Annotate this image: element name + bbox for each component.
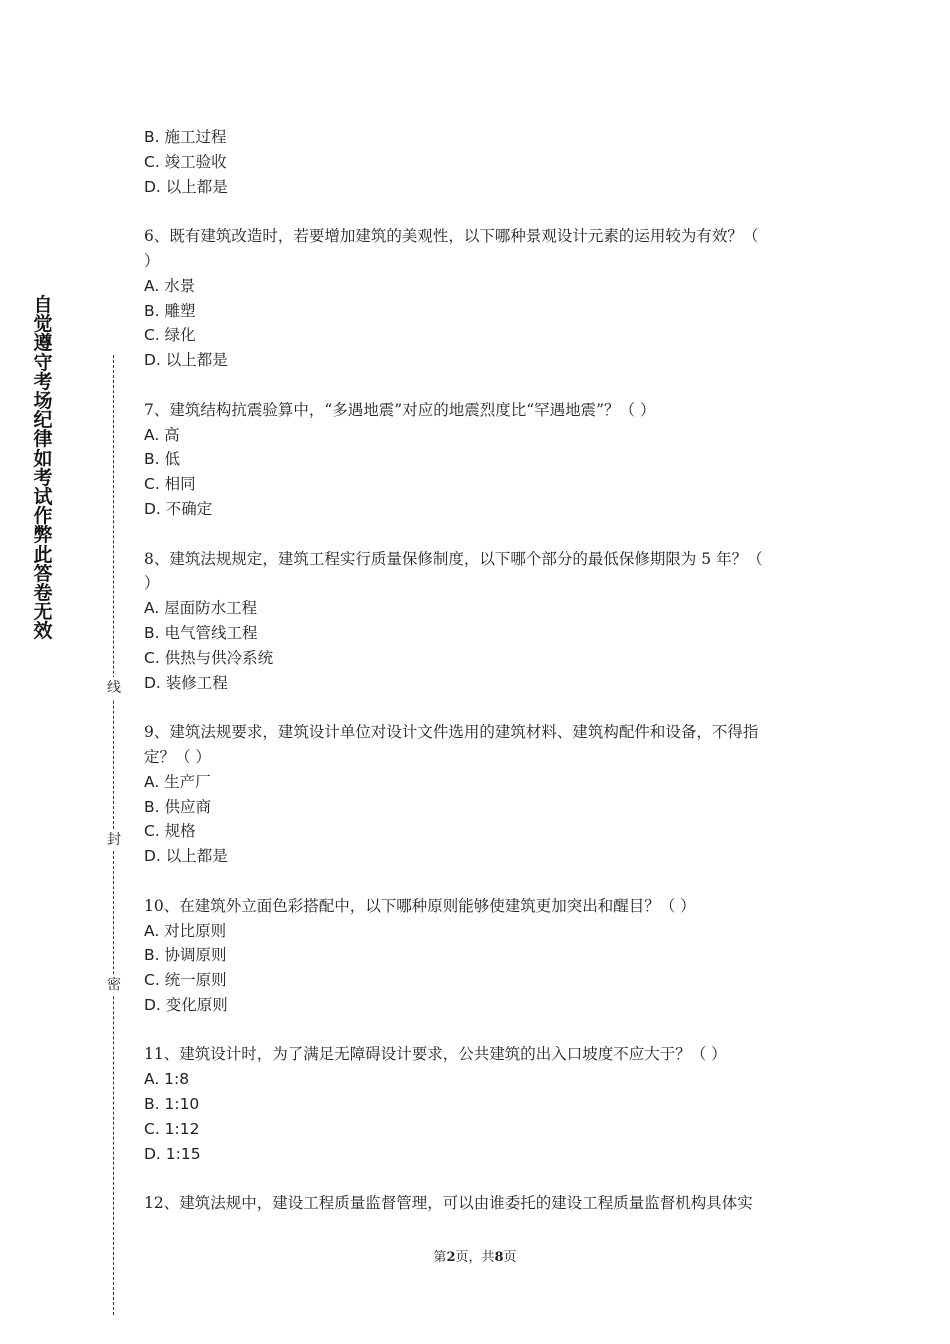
question-stem: 11、建筑设计时，为了满足无障碍设计要求，公共建筑的出入口坡度不应大于？（ ）	[144, 1045, 727, 1064]
option: B. 电气管线工程	[144, 623, 258, 642]
option: D. 以上都是	[144, 177, 228, 196]
footer-prefix: 第	[433, 1250, 447, 1265]
question-stem: 10、在建筑外立面色彩搭配中，以下哪种原则能够使建筑更加突出和醒目？（ ）	[144, 896, 696, 915]
option: C. 统一原则	[144, 971, 227, 990]
option: B. 1:10	[144, 1095, 200, 1114]
option: D. 不确定	[144, 499, 213, 518]
question-stem: 6、既有建筑改造时，若要增加建筑的美观性，以下哪种景观设计元素的运用较为有效？（	[144, 227, 759, 246]
question-stem-continued: ）	[144, 251, 160, 270]
option: C. 1:12	[144, 1119, 200, 1138]
option: B. 低	[144, 450, 180, 469]
option: A. 屋面防水工程	[144, 599, 258, 618]
option: C. 规格	[144, 822, 196, 841]
binding-label-secret: 密	[104, 974, 124, 996]
option: A. 水景	[144, 276, 196, 295]
option: A. 生产厂	[144, 772, 211, 791]
option: D. 以上都是	[144, 847, 228, 866]
footer-suffix: 页	[503, 1250, 517, 1265]
question-stem-continued: 定？（ ）	[144, 747, 211, 766]
option: B. 供应商	[144, 797, 211, 816]
footer-page-number: 2	[446, 1250, 456, 1265]
option: B. 协调原则	[144, 946, 227, 965]
question-list	[144, 125, 809, 1216]
binding-label-line: 线	[104, 677, 124, 699]
option: C. 相同	[144, 475, 196, 494]
option: B. 雕塑	[144, 301, 196, 320]
page-footer	[0, 1246, 950, 1265]
option: D. 以上都是	[144, 351, 228, 370]
option: D. 1:15	[144, 1144, 201, 1163]
option: B. 施工过程	[144, 128, 227, 146]
question-stem: 7、建筑结构抗震验算中，“多遇地震”对应的地震烈度比“罕遇地震”？（ ）	[144, 400, 656, 419]
option: A. 高	[144, 425, 180, 444]
option: A. 1:8	[144, 1070, 190, 1089]
question-stem: 8、建筑法规规定，建筑工程实行质量保修制度，以下哪个部分的最低保修期限为 5 年？（	[144, 549, 763, 568]
binding-label-seal: 封	[104, 829, 124, 851]
footer-mid: 页，共	[455, 1250, 495, 1265]
question-stem: 9、建筑法规要求，建筑设计单位对设计文件选用的建筑材料、建筑构配件和设备，不得指	[144, 723, 759, 742]
footer-total-pages: 8	[494, 1250, 504, 1265]
option: A. 对比原则	[144, 921, 227, 940]
question-stem-continued: ）	[144, 574, 160, 593]
option: C. 供热与供冷系统	[144, 648, 274, 667]
option: D. 变化原则	[144, 995, 228, 1014]
option: C. 绿化	[144, 326, 196, 345]
option: D. 装修工程	[144, 673, 228, 692]
question-stem: 12、建筑法规中，建设工程质量监督管理，可以由谁委托的建设工程质量监督机构具体实	[144, 1194, 753, 1213]
binding-warning-note: 自觉遵守考场纪律如考试作弊此答卷无效	[33, 294, 53, 643]
option: C. 竣工验收	[144, 152, 227, 171]
